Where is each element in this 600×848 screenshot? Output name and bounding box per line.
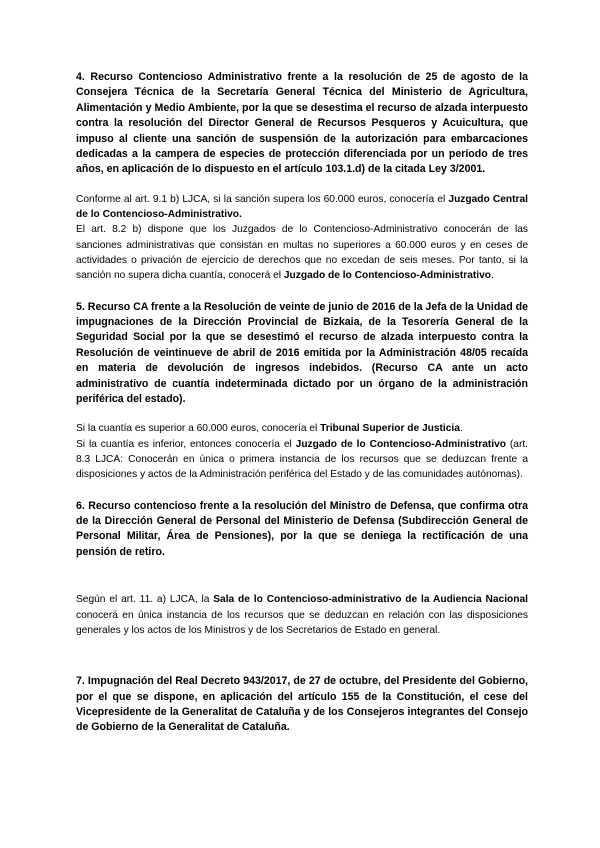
section-6-answer-1 (76, 592, 528, 638)
section-4-heading: 4. Recurso Contencioso Administrativo frente a la resolución de 25 de agosto de la Consejera Técnica de la Secretaría General Técnica del Ministerio de Agricultura, Alimentación y Medio Ambiente, por la que se desestima el recurso de alzada interpuesto contra la resolución del Director General de Recursos Pesqueros y Acuicultura, que impuso al cliente una sanción de suspensión de la autorización para embarcaciones dedicadas a la campera de especies de protección diferenciada por un período de tres años, en aplicación de lo dispuesto en el artículo 103.1.d) de la citada Ley 3/2001. (76, 71, 528, 176)
section-6-heading: 6. Recurso contencioso frente a la resolución del Ministro de Defensa, que confirma otra de la Dirección General de Personal del Ministerio de Defensa (Subdirección General de Personal Militar, Área de Pensiones), por la que se deniega la rectificación de una pensión de retiro. (76, 499, 528, 558)
section-4-answer-2-tail: . (491, 270, 494, 282)
spacer (76, 284, 528, 300)
spacer (76, 483, 528, 499)
section-4-answer-2-text: El art. 8.2 b) dispone que los Juzgados de lo Contencioso-Administrativo conocerán de las sanciones administrativas que consistan en multas no superiores a 60.000 euros y en ceses de actividades o privación de ejercicio de derechos que no excedan de seis meses. Por tanto, si la sanción no supera dicha cuantía, conocerá el (76, 224, 528, 282)
spacer (76, 178, 528, 192)
section-5-answer-1 (76, 421, 528, 436)
section-4-answer-1-text: Conforme al art. 9.1 b) LJCA, si la sanción supera los 60.000 euros, conocería el (76, 193, 449, 205)
section-6-answer-1-text: Según el art. 11. a) LJCA, la (76, 594, 214, 606)
section-5-answer-2 (76, 437, 528, 483)
spacer (76, 407, 528, 421)
section-5-heading: 5. Recurso CA frente a la Resolución de veinte de junio de 2016 de la Jefa de la Unidad de impugnaciones de la Dirección Provincial de Bizkaia, de la Tesorería General de la Seguridad Social por la que se desestimó el recurso de alzada interpuesto contra la Resolución de veintinueve de abril de 2016 emitida por la Administración 48/05 recaída en materia de devolución de ingresos indebidos. (Recurso CA ante un acto administrativo de cuantía indeterminada dictado por un órgano de la administración periférica del estado). (76, 300, 528, 406)
section-4-answer-1-court: Juzgado Central de lo Contencioso-Administrativo. (76, 193, 528, 221)
section-6-answer-1-court: Sala de lo Contencioso-administrativo de la Audiencia Nacional (213, 594, 528, 606)
section-4-answer-2-court: Juzgado de lo Contencioso-Administrativo (283, 270, 492, 282)
section-7-heading: 7. Impugnación del Real Decreto 943/2017, de 27 de octubre, del Presidente del Gobierno, por el que se dispone, en aplicación del artículo 155 de la Constitución, el cese del Vicepresidente de la Generalitat de Cataluña y de los Consejeros integrantes del Consejo de Gobierno de la Generalitat de Cataluña. (76, 675, 528, 734)
spacer (76, 638, 528, 674)
section-5-answer-1-text: Si la cuantía es superior a 60.000 euros, conocería el (76, 423, 321, 435)
section-4-answer-1 (76, 192, 528, 223)
section-6-answer-1-tail: conocerá en única instancia de los recursos que se deduzcan en relación con las disposiciones generales y los actos de los Ministros y de los Secretarios de Estado en general. (76, 609, 528, 636)
section-5-answer-1-court: Tribunal Superior de Justicia (320, 423, 460, 435)
section-5-answer-2-text: Si la cuantía es inferior, entonces conocería el (76, 438, 296, 450)
section-5-answer-2-tail: (art. 8.3 LJCA: Conocerán en única o primera instancia de los recursos que se deduzcan frente a disposiciones y actos de la Administración periférica del Estado y de las comunidades autónomas). (76, 438, 528, 481)
document-page (76, 70, 528, 736)
section-5-answer-2-court: Juzgado de lo Contencioso-Administrativo (295, 438, 506, 450)
spacer (76, 560, 528, 592)
section-4-answer-2 (76, 222, 528, 283)
section-5-answer-1-tail: . (459, 423, 463, 435)
